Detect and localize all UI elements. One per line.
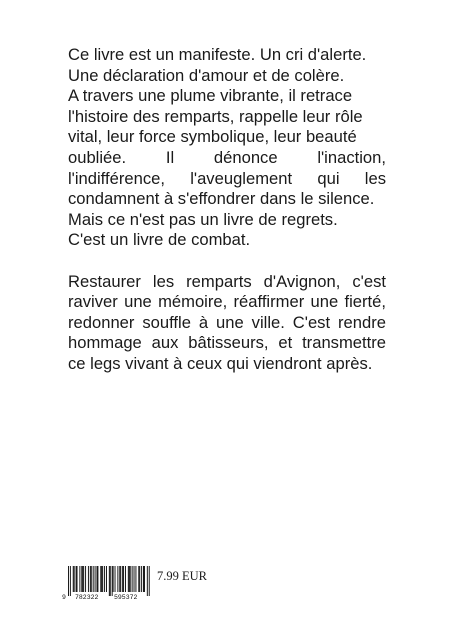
text-line: hommage aux bâtisseurs, et transmettre — [68, 333, 386, 353]
barcode-bar — [141, 566, 142, 592]
text-line: l'histoire des remparts, rappelle leur rôle — [68, 106, 363, 126]
barcode-bar — [147, 566, 148, 596]
barcode-bar — [79, 566, 80, 592]
barcode-bar — [109, 566, 110, 596]
barcode-bar — [119, 566, 120, 592]
barcode-bar — [93, 566, 94, 592]
barcode-bar — [125, 566, 126, 592]
barcode-bar — [149, 566, 150, 596]
barcode-bar — [129, 566, 130, 592]
barcode-bar — [138, 566, 139, 592]
barcode-bar — [139, 566, 140, 592]
text-line: Une déclaration d'amour et de colère. — [68, 65, 345, 85]
barcode-bar — [76, 566, 77, 592]
text-line: redonner souffle à une ville. C'est rendre — [68, 312, 386, 332]
barcode-bar — [73, 566, 74, 592]
barcode-bar — [85, 566, 86, 592]
barcode-first-digit: 9 — [62, 594, 66, 601]
text-line: l'indifférence, l'aveuglement qui les — [68, 168, 386, 188]
text-line: Mais ce n'est pas un livre de regrets. — [68, 209, 338, 229]
barcode-bar — [110, 566, 111, 596]
barcode-bar — [95, 566, 96, 592]
barcode-bar — [97, 566, 98, 592]
barcode-bar — [128, 566, 129, 592]
barcode-bar — [122, 566, 123, 592]
text-line: A travers une plume vibrante, il retrace — [68, 86, 353, 106]
isbn-barcode — [62, 566, 152, 610]
text-line: ce legs vivant à ceux qui viendront après. — [68, 353, 373, 373]
barcode-bar — [77, 566, 78, 592]
barcode-bar — [130, 566, 131, 592]
barcode-bar — [135, 566, 136, 592]
barcode-bar — [101, 566, 102, 592]
paragraph-restoration — [68, 272, 386, 375]
text-line: condamnent à s'effondrer dans le silence. — [68, 189, 375, 209]
barcode-bar — [68, 566, 69, 596]
barcode-bar — [134, 566, 135, 592]
text-line: raviver une mémoire, réaffirmer une fierté, — [68, 292, 386, 312]
barcode-bar — [113, 566, 114, 592]
barcode-bar — [90, 566, 91, 592]
barcode-bar — [106, 566, 107, 592]
barcode-bar — [97, 566, 98, 592]
barcode-bar — [115, 566, 116, 592]
barcode-bar — [120, 566, 121, 592]
barcode-bar — [132, 566, 133, 592]
barcode-bar — [100, 566, 101, 592]
barcode-bar — [81, 566, 82, 592]
barcode-bar — [143, 566, 144, 592]
barcode-bar — [104, 566, 105, 592]
price-label: 7.99 EUR — [157, 569, 207, 583]
barcode-bar — [70, 566, 71, 596]
barcode-bar — [83, 566, 84, 592]
text-line: oubliée. Il dénonce l'inaction, — [68, 147, 386, 167]
barcode-bars — [62, 566, 152, 596]
barcode-bar — [123, 566, 124, 592]
text-line: Ce livre est un manifeste. Un cri d'alerte. — [68, 45, 367, 64]
barcode-bar — [82, 566, 83, 592]
barcode-bar — [112, 566, 113, 596]
text-line: Restaurer les remparts d'Avignon, c'est — [68, 271, 386, 291]
text-line: vital, leur force symbolique, leur beauté — [68, 127, 357, 147]
paragraph-manifesto — [68, 45, 386, 251]
barcode-bar — [88, 566, 89, 592]
barcode-bar — [102, 566, 103, 592]
text-line: C'est un livre de combat. — [68, 230, 251, 250]
barcode-bar — [144, 566, 145, 592]
barcode-right-group: 595372 — [114, 594, 138, 601]
barcode-bar — [117, 566, 118, 592]
barcode-left-group: 782322 — [75, 594, 99, 601]
back-cover-text — [68, 45, 386, 375]
barcode-bar — [91, 566, 92, 592]
barcode-bar — [74, 566, 75, 592]
